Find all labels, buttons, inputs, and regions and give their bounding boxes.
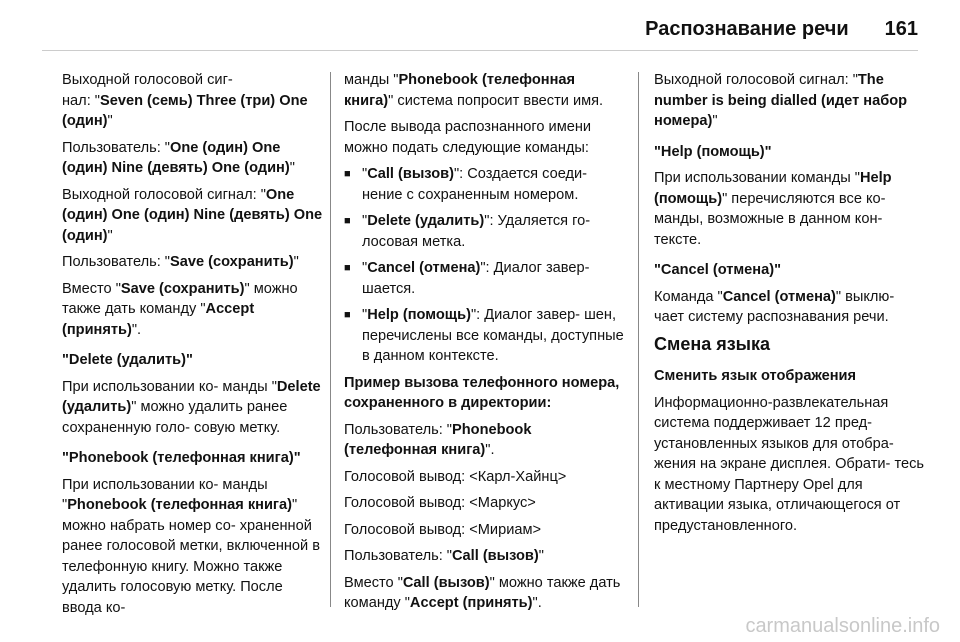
subheading: "Phonebook (телефонная книга)"	[62, 450, 301, 466]
page-number: 161	[884, 18, 918, 40]
paragraph: Пользователь: "Call (вызов)"	[344, 548, 544, 564]
paragraph: манды "Phonebook (телефонная книга)" система попросит ввести имя.	[344, 72, 604, 109]
page-header	[645, 18, 918, 41]
paragraph: Команда "Cancel (отмена)" выклю- чает систему распознавания речи.	[654, 288, 895, 325]
list-item: ■ "Delete (удалить)": Удаляется го- лосовая метка.	[344, 211, 626, 252]
list-item: ■ "Cancel (отмена)": Диалог завер- шается.	[344, 258, 626, 299]
paragraph: Выходной голосовой сигнал: "One (один) One (один) Nine (девять) One (один)"	[62, 186, 323, 244]
paragraph: Вместо "Call (вызов)" можно также дать команду "Accept (принять)".	[344, 574, 621, 611]
paragraph: При использовании команды "Help (помощь)" перечисляются все ко- манды, возможные в данном кон- тексте.	[654, 170, 892, 248]
paragraph: Пользователь: "Save (сохранить)"	[62, 254, 299, 270]
paragraph: Голосовой вывод: <Карл-Хайнц>	[344, 468, 567, 485]
column-divider	[330, 72, 331, 607]
command-list	[344, 164, 626, 367]
column-1	[62, 70, 324, 624]
subheading: Пример вызова телефонного номера, сохраненного в директории:	[344, 374, 620, 411]
paragraph: При использовании ко- манды "Delete (удалить)" можно удалить ранее сохраненную голо- совую метку.	[62, 378, 321, 436]
paragraph: Голосовой вывод: <Мириам>	[344, 521, 542, 538]
watermark: carmanualsonline.info	[745, 615, 940, 637]
paragraph: Пользователь: "One (один) One (один) Nine (девять) One (один)"	[62, 139, 295, 176]
paragraph: Выходной голосовой сиг- нал: "Seven (семь) Three (три) One (один)"	[62, 72, 308, 129]
paragraph: После вывода распознанного имени можно подать следующие команды:	[344, 119, 592, 156]
subheading: Сменить язык отображения	[654, 368, 857, 384]
column-divider	[638, 72, 639, 607]
paragraph: Выходной голосовой сигнал: "The number is being dialled (идет набор номера)"	[654, 72, 908, 129]
paragraph: При использовании ко- манды "Phonebook (телефонная книга)" можно набрать номер со- храненной ранее голосовой метки, включенной в телефонную книгу. Можно также удалить голосовую метку. После ввода ко-	[62, 476, 321, 616]
subheading: "Delete (удалить)"	[62, 352, 193, 368]
column-3	[654, 70, 924, 542]
page-title: Распознавание речи	[645, 18, 849, 40]
paragraph: Голосовой вывод: <Маркус>	[344, 495, 536, 511]
paragraph: Информационно-развлекательная система поддерживает 12 пред- установленных языков для отобра- жения на экране дисплея. Обрати- тесь к местному Партнеру Opel для активации языка, отличающегося от предустановленного.	[654, 394, 924, 534]
list-item: ■ "Call (вызов)": Создается соеди- нение с сохраненным номером.	[344, 164, 626, 205]
subheading: "Help (помощь)"	[654, 143, 772, 160]
list-item: ■ "Help (помощь)": Диалог завер- шен, перечислены все команды, доступные в данном контексте.	[344, 305, 626, 367]
paragraph: Вместо "Save (сохранить)" можно также дать команду "Accept (принять)".	[62, 280, 298, 338]
subheading: "Cancel (отмена)"	[654, 262, 782, 278]
header-rule	[42, 50, 918, 51]
paragraph: Пользователь: "Phonebook (телефонная книга)".	[344, 421, 532, 458]
column-2	[344, 70, 626, 620]
section-heading: Смена языка	[654, 333, 771, 354]
